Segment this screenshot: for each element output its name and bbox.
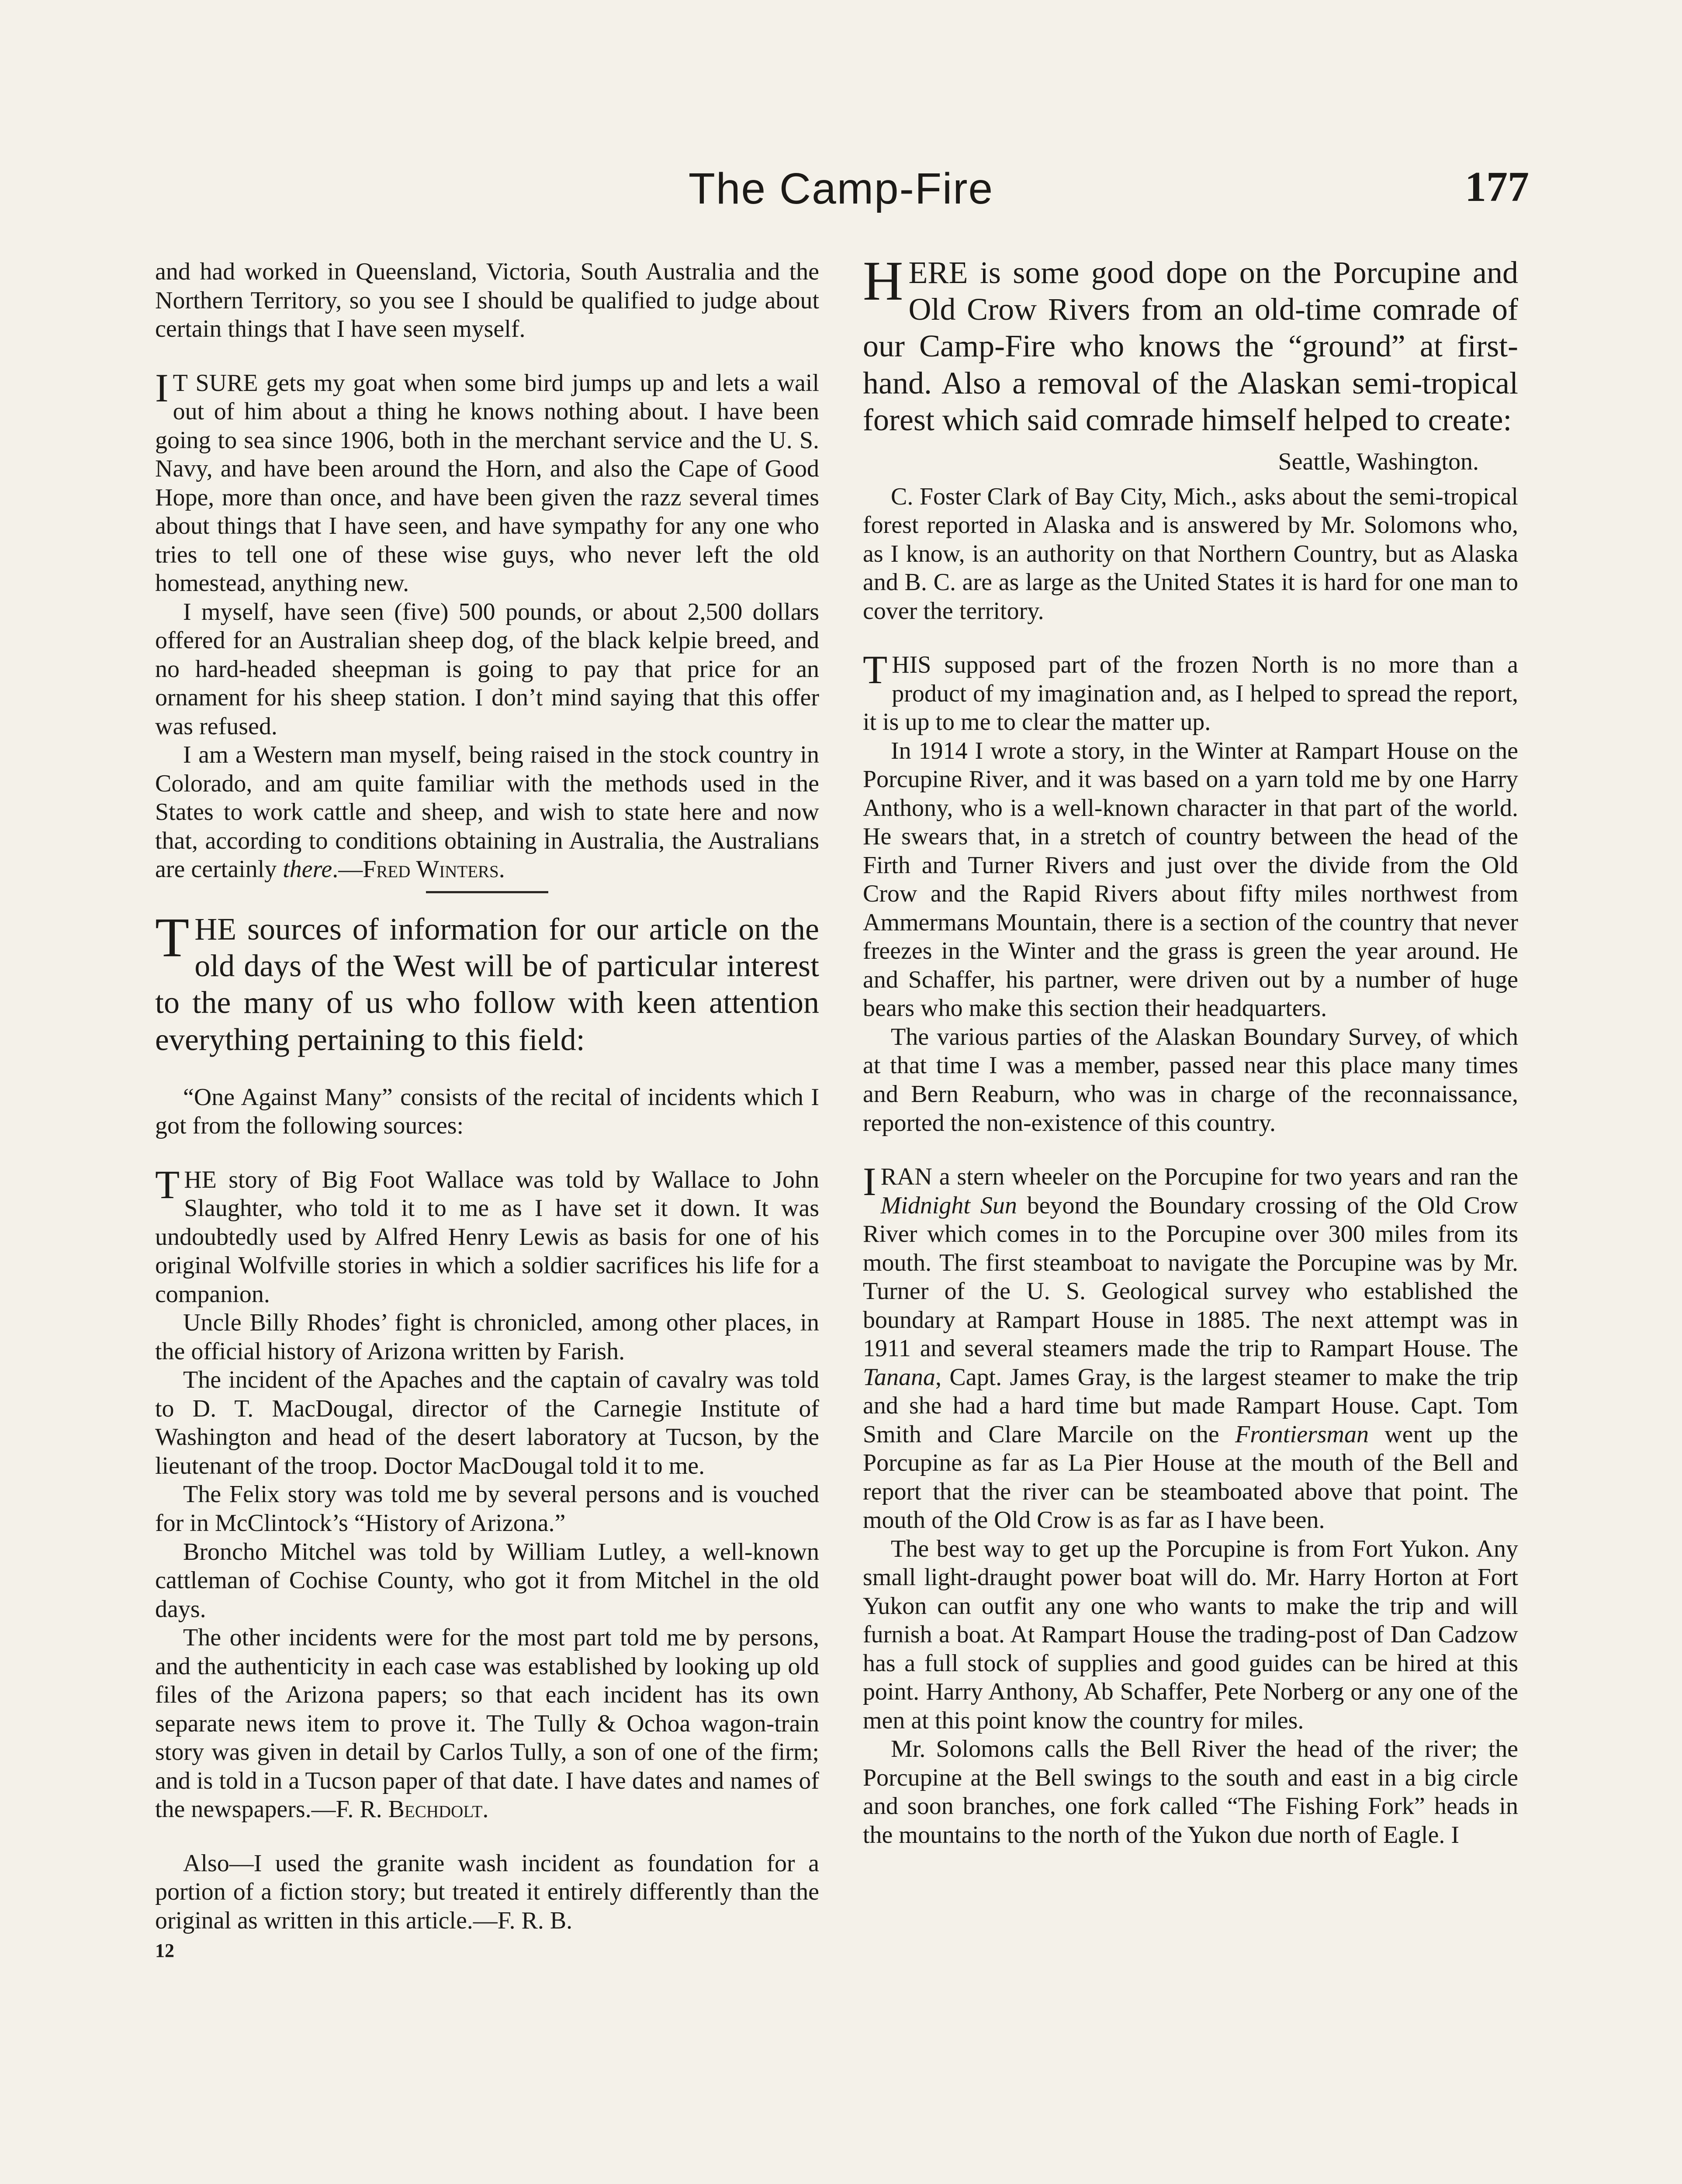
paragraph: [155, 741, 819, 884]
page-number: 177: [1465, 163, 1529, 211]
paragraph: The incident of the Apaches and the captain of cavalry was told to D. T. MacDougal, director of the Carnegie Institute of Washington and head of the desert laboratory at Tucson, by the lieutenant of the troop. Doctor MacDougal told it to me.: [155, 1366, 819, 1479]
paragraph: [155, 1162, 819, 1309]
paragraph: “One Against Many” consists of the recital of incidents which I got from the following sources:: [155, 1083, 819, 1140]
drop-cap: T: [155, 1162, 180, 1207]
emphasis: Frontiersman: [1235, 1420, 1369, 1448]
paragraph-text: , Capt. James Gray, is the largest steamer to make the trip and she had a hard time but made Rampart House. Capt. Tom Smith and Clare Marcile on the: [863, 1363, 1518, 1448]
signature: F. R. Bechdolt: [336, 1796, 483, 1823]
lead-paragraph: [863, 254, 1518, 438]
lead-text: HE sources of information for our article on the old days of the West will be of particular interest to the many of us who follow with keen attention everything pertaining to this field:: [155, 911, 819, 1057]
lead-paragraph: [155, 906, 819, 1058]
left-column: [155, 258, 819, 2184]
signature: Fred Winters: [363, 856, 499, 883]
lead-text: ERE is some good dope on the Porcupine and Old Crow Rivers from an old-time comrade of our Camp-Fire who knows the “ground” at first-hand. Also a removal of the Alaskan semi-tropical forest which said comrade himself helped to create:: [863, 255, 1518, 437]
paragraph-text: beyond the Boundary crossing of the Old Crow River which comes in to the Porcupine over 300 miles from its mouth. The first steamboat to navigate the Porcupine was by Mr. Turner of the U. S. Geological survey who established the boundary at Rampart House in 1885. The next attempt was in 1911 and several steamers made the trip to Rampart House. The: [863, 1192, 1518, 1362]
paragraph-text: .—: [332, 856, 363, 883]
paragraph-text: I am a Western man myself, being raised in the stock country in Colorado, and am quite familiar with the methods used in the States to work cattle and sheep, and wish to state here and now that, according to conditions obtaining in Australia, the Australians are certainly: [155, 741, 819, 883]
paragraph: In 1914 I wrote a story, in the Winter at Rampart House on the Porcupine River, and it was based on a yarn told me by one Harry Anthony, who is a well-known character in that part of the world. He swears that, in a stretch of country between the head of the Firth and Turner Rivers and just over the divide from the Old Crow and the Rapid Rivers about fifty miles northwest from Ammermans Mountain, there is a section of the country that never freezes in the Winter and the grass is green the year around. He and Schaffer, his partner, were driven out by a number of huge bears who make this section their headquarters.: [863, 737, 1518, 1022]
drop-cap: T: [155, 906, 190, 968]
emphasis: there: [283, 856, 332, 883]
folio-number: 12: [155, 1940, 174, 1962]
paragraph: and had worked in Queensland, Victoria, South Australia and the Northern Territory, so you see I should be qualified to judge about certain things that I have seen myself.: [155, 258, 819, 343]
paragraph: Uncle Billy Rhodes’ fight is chronicled, among other places, in the official history of Arizona written by Farish.: [155, 1309, 819, 1365]
paragraph-text: .: [482, 1796, 489, 1823]
section-divider: [426, 891, 548, 893]
emphasis: Tanana: [863, 1363, 936, 1391]
paragraph: The various parties of the Alaskan Boundary Survey, of which at that time I was a member, passed near this place many times and Bern Reaburn, who was in charge of the reconnaissance, reported the non-existence of this country.: [863, 1023, 1518, 1137]
right-column: [863, 254, 1518, 2184]
running-head: The Camp-Fire: [688, 164, 994, 213]
drop-cap: I: [155, 365, 169, 410]
paragraph: [155, 1624, 819, 1824]
drop-cap: T: [863, 647, 888, 692]
paragraph: I myself, have seen (five) 500 pounds, or about 2,500 dollars offered for an Australian sheep dog, of the black kelpie breed, and no hard-headed sheepman is going to pay that price for an ornament for his sheep station. I don’t mind saying that this offer was refused.: [155, 598, 819, 740]
paragraph-text: T SURE gets my goat when some bird jumps up and lets a wail out of him about a thing he knows nothing about. I have been going to sea since 1906, both in the merchant service and the U. S. Navy, and have been around the Horn, and also the Cape of Good Hope, more than once, and have been given the razz several times about things that I have seen, and have sympathy for any one who tries to tell one of these wise guys, who never left the old homestead, anything new.: [155, 369, 819, 597]
paragraph: The best way to get up the Porcupine is from Fort Yukon. Any small light-draught power boat will do. Mr. Harry Horton at Fort Yukon can outfit any one who wants to make the trip and will furnish a boat. At Rampart House the trading-post of Dan Cadzow has a full stock of supplies and good guides can be hired at this point. Harry Anthony, Ab Schaffer, Pete Norberg or any one of the men at this point know the country for miles.: [863, 1535, 1518, 1734]
paragraph-text: The other incidents were for the most part told me by persons, and the authenticity in each case was established by looking up old files of the Arizona papers; so that each incident has its own separate news item to prove it. The Tully & Ochoa wagon-train story was given in detail by Carlos Tully, a son of one of the firm; and is told in a Tucson paper of that date. I have dates and names of the newspapers.—: [155, 1624, 819, 1823]
paragraph: The Felix story was told me by several persons and is vouched for in McClintock’s “History of Arizona.”: [155, 1481, 819, 1537]
paragraph: [863, 1159, 1518, 1535]
paragraph-text: HIS supposed part of the frozen North is no more than a product of my imagination and, as I helped to spread the report, it is up to me to clear the matter up.: [863, 651, 1518, 736]
dateline: Seattle, Washington.: [1278, 448, 1479, 476]
paragraph-text: RAN a stern wheeler on the Porcupine for two years and ran the: [880, 1163, 1518, 1191]
drop-cap: H: [863, 254, 903, 312]
paragraph: Mr. Solomons calls the Bell River the head of the river; the Porcupine at the Bell swings to the south and east in a big circle and soon branches, one fork called “The Fishing Fork” heads in the mountains to the north of the Yukon due north of Eagle. I: [863, 1735, 1518, 1849]
paragraph: C. Foster Clark of Bay City, Mich., asks about the semi-tropical forest reported in Alaska and is answered by Mr. Solomons who, as I know, is an authority on that Northern Country, but as Alaska and B. C. are as large as the United States it is hard for one man to cover the territory.: [863, 483, 1518, 625]
paragraph-text: .: [498, 856, 505, 883]
paragraph: [863, 647, 1518, 737]
paragraph: Broncho Mitchel was told by William Lutley, a well-known cattleman of Cochise County, who got it from Mitchel in the old days.: [155, 1538, 819, 1623]
drop-cap: I: [863, 1159, 876, 1204]
paragraph-text: HE story of Big Foot Wallace was told by Wallace to John Slaughter, who told it to me as I have set it down. It was undoubtedly used by Alfred Henry Lewis as basis for one of his original Wolfville stories in which a soldier sacrifices his life for a companion.: [155, 1166, 819, 1308]
paragraph-text: went up the Porcupine as far as La Pier House at the mouth of the Bell and report that the river can be steamboated above that point. The mouth of the Old Crow is as far as I have been.: [863, 1420, 1518, 1534]
paragraph: Also—I used the granite wash incident as foundation for a portion of a fiction story; but treated it entirely differently than the original as written in this article.—F. R. B.: [155, 1849, 819, 1934]
paragraph: [155, 365, 819, 598]
emphasis: Midnight Sun: [880, 1192, 1017, 1219]
